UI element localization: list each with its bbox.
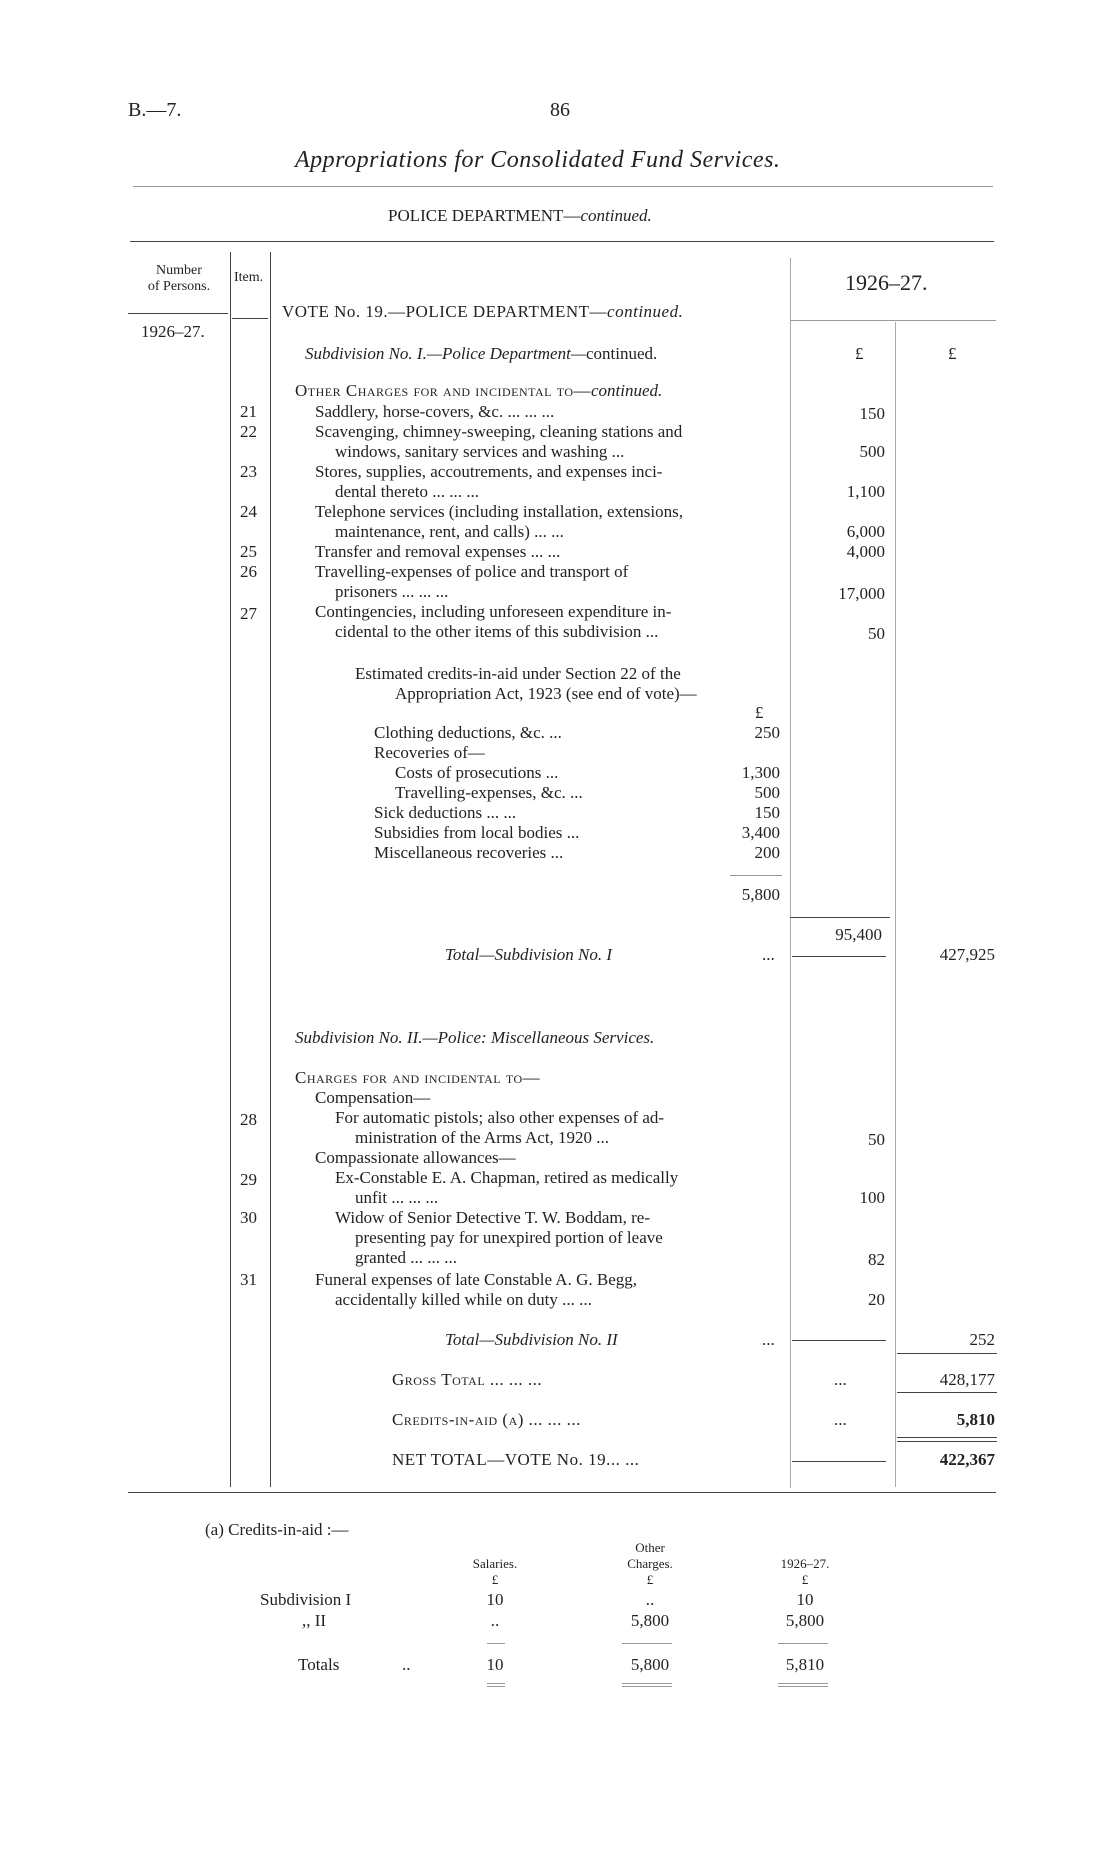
footnote-row-total: 10 (796, 1590, 814, 1609)
footnote-totals-other: 5,800 (630, 1655, 670, 1674)
charges-heading: Charges for and incidental to— (295, 1068, 541, 1087)
credits-total: 5,800 (741, 885, 780, 904)
item-amount: 50 (868, 624, 885, 643)
persons-year: 1926–27. (141, 322, 205, 341)
item-description-cont: presenting pay for unexpired portion of leave (355, 1228, 663, 1247)
credits-in-aid-amount-dots: ... (834, 1410, 847, 1429)
item-amount: 20 (868, 1290, 885, 1309)
credit-label: Clothing deductions, &c. ... (374, 723, 562, 742)
document-reference: B.—7. (128, 99, 182, 121)
table-top-rule (130, 241, 994, 242)
item-amount: 150 (859, 404, 885, 423)
item-description-cont: dental thereto ... ... ... (335, 482, 479, 501)
other-charges-text: Other Charges for and incidental to— (295, 381, 592, 400)
footnote-sum-rule (487, 1643, 505, 1644)
other-charges-heading (295, 381, 662, 401)
subdivision-1-title: Subdivision No. I.—Police Department— (305, 344, 586, 363)
vote-title (282, 302, 683, 322)
subdivision-1-continued: continued. (585, 344, 658, 363)
item-column-rule (270, 252, 271, 1487)
footnote-sum-rule (778, 1643, 828, 1644)
item-number: 27 (240, 604, 257, 623)
footnote-pound-salaries: £ (491, 1572, 499, 1587)
other-charges-continued: continued. (591, 381, 663, 400)
pound-sign-amount-column: £ (855, 344, 864, 363)
total-column-rule (895, 322, 896, 1487)
gross-total-value: 428,177 (939, 1370, 995, 1389)
credit-amount: 200 (754, 843, 780, 862)
subdivision-2-heading: Subdivision No. II.—Police: Miscellaneous Services. (295, 1028, 655, 1047)
credit-amount: 250 (754, 723, 780, 742)
footnote-pound-other: £ (646, 1572, 654, 1587)
item-description: Widow of Senior Detective T. W. Boddam, re- (335, 1208, 651, 1227)
compensation-heading: Compensation— (315, 1088, 431, 1107)
credit-label: Miscellaneous recoveries ... (374, 843, 564, 862)
footnote-pound-year: £ (801, 1572, 809, 1587)
gross-total-underline (897, 1392, 997, 1393)
credits-in-aid-value: 5,810 (956, 1410, 995, 1429)
subdivision-1-total-dots: ... (762, 945, 775, 964)
footnote-row-label: Subdivision I (260, 1590, 352, 1609)
footnote-totals-salaries: 10 (486, 1655, 504, 1674)
footnote-double-rule (487, 1686, 505, 1687)
credits-in-aid-label: Credits-in-aid (a) ... ... ... (392, 1410, 581, 1429)
net-total-label: NET TOTAL—VOTE No. 19... ... (392, 1450, 640, 1469)
pound-sign-total-column: £ (948, 344, 957, 363)
footnote-double-rule (778, 1683, 828, 1684)
net-total-amount-rule (792, 1461, 886, 1462)
credits-pound-sign: £ (755, 703, 764, 722)
footnote-totals-dots: .. (402, 1655, 411, 1674)
footnote-double-rule (778, 1686, 828, 1687)
item-amount: 50 (868, 1130, 885, 1149)
credit-amount: 3,400 (741, 823, 780, 842)
gross-total-label: Gross Total ... ... ... (392, 1370, 543, 1389)
credit-label: Travelling-expenses, &c. ... (395, 783, 583, 802)
item-description: Transfer and removal expenses ... ... (315, 542, 561, 561)
item-number: 30 (240, 1208, 257, 1227)
persons-header-line2: of Persons. (147, 279, 211, 294)
item-description-cont: windows, sanitary services and washing ... (335, 442, 625, 461)
footnote-row-label: ,, II (302, 1611, 327, 1630)
footnote-title: (a) Credits-in-aid :— (205, 1520, 349, 1539)
footnote-row-salaries: 10 (486, 1590, 504, 1609)
subdivision-1-total-label: Total—Subdivision No. I (445, 945, 613, 964)
item-header: Item. (234, 270, 264, 285)
net-total-value: 422,367 (939, 1450, 995, 1469)
credit-label: Costs of prosecutions ... (395, 763, 559, 782)
item-amount: 82 (868, 1250, 885, 1269)
title-rule (133, 186, 993, 187)
item-description: Travelling-expenses of police and transport of (315, 562, 629, 581)
page-number: 86 (550, 99, 570, 121)
item-description-cont: granted ... ... ... (355, 1248, 457, 1267)
item-amount: 500 (859, 442, 885, 461)
department-heading (388, 206, 652, 226)
item-number: 28 (240, 1110, 257, 1129)
gross-total-amount-dots: ... (834, 1370, 847, 1389)
item-number: 23 (240, 462, 257, 481)
subdivision-2-rule (792, 1340, 886, 1341)
footnote-totals-total: 5,810 (785, 1655, 825, 1674)
footnote-col-year: 1926–27. (780, 1556, 830, 1571)
credit-amount: 500 (754, 783, 780, 802)
credits-underline (897, 1437, 997, 1438)
item-amount: 100 (859, 1188, 885, 1207)
vote-title-continued: continued. (607, 302, 684, 321)
item-description-cont: maintenance, rent, and calls) ... ... (335, 522, 564, 541)
credit-label: Recoveries of— (374, 743, 485, 762)
vote-title-text: VOTE No. 19.—POLICE DEPARTMENT— (282, 302, 608, 321)
item-description: Stores, supplies, accoutrements, and expenses inci- (315, 462, 663, 481)
item-header-rule (232, 318, 268, 319)
year-header-rule (790, 320, 996, 321)
subdivision-2-total-label: Total—Subdivision No. II (445, 1330, 618, 1349)
subdivision-1-total: 427,925 (939, 945, 995, 964)
credits-heading-line1: Estimated credits-in-aid under Section 22 of the (355, 664, 681, 683)
item-description: Contingencies, including unforeseen expenditure in- (315, 602, 672, 621)
number-of-persons-header (130, 263, 228, 295)
table-bottom-rule (128, 1492, 996, 1493)
footnote-sum-rule (622, 1643, 672, 1644)
footnote-col-other-line1: Other (635, 1540, 665, 1555)
item-description: Saddlery, horse-covers, &c. ... ... ... (315, 402, 555, 421)
credit-amount: 150 (754, 803, 780, 822)
footnote-double-rule (622, 1686, 672, 1687)
persons-header-rule (128, 313, 228, 314)
footnote-row-salaries: .. (490, 1611, 500, 1630)
footnote-col-other-line2: Charges. (627, 1556, 673, 1571)
footnote-row-other: 5,800 (630, 1611, 670, 1630)
item-number: 21 (240, 402, 257, 421)
subdivision-1-rule (792, 956, 886, 957)
footnote-row-total: 5,800 (785, 1611, 825, 1630)
item-amount: 6,000 (846, 522, 885, 541)
gross-total-rule (897, 1353, 997, 1354)
subdivision-1-subtotal: 95,400 (835, 925, 882, 944)
credits-underline-double (897, 1441, 997, 1442)
item-description: For automatic pistols; also other expenses of ad- (335, 1108, 665, 1127)
item-description: Ex-Constable E. A. Chapman, retired as medically (335, 1168, 679, 1187)
item-amount: 1,100 (846, 482, 885, 501)
item-amount: 4,000 (846, 542, 885, 561)
credit-label: Subsidies from local bodies ... (374, 823, 580, 842)
item-description-cont: cidental to the other items of this subdivision ... (335, 622, 659, 641)
credits-sum-rule (730, 875, 782, 876)
footnote-row-other: .. (645, 1590, 655, 1609)
item-amount: 17,000 (838, 584, 885, 603)
item-number: 31 (240, 1270, 257, 1289)
item-description-cont: ministration of the Arms Act, 1920 ... (355, 1128, 610, 1147)
item-number: 24 (240, 502, 257, 521)
subtotal-rule (790, 917, 890, 918)
item-description-cont: unfit ... ... ... (355, 1188, 439, 1207)
item-number: 25 (240, 542, 257, 561)
credit-label: Sick deductions ... ... (374, 803, 517, 822)
item-number: 26 (240, 562, 257, 581)
footnote-double-rule (622, 1683, 672, 1684)
item-number: 22 (240, 422, 257, 441)
footnote-double-rule (487, 1683, 505, 1684)
footnote-col-salaries: Salaries. (472, 1556, 518, 1571)
department-continued: continued. (580, 206, 652, 225)
credits-heading-line2: Appropriation Act, 1923 (see end of vote)— (395, 684, 697, 703)
department-name: POLICE DEPARTMENT— (388, 206, 581, 225)
credit-amount: 1,300 (741, 763, 780, 782)
subdivision-2-total-dots: ... (762, 1330, 775, 1349)
item-description-cont: prisoners ... ... ... (335, 582, 449, 601)
item-description: Scavenging, chimney-sweeping, cleaning stations and (315, 422, 683, 441)
page-title: Appropriations for Consolidated Fund Services. (295, 147, 781, 173)
subdivision-1-heading (305, 344, 657, 364)
item-description: Telephone services (including installation, extensions, (315, 502, 683, 521)
footnote-totals-label: Totals (298, 1655, 340, 1674)
persons-column-rule (230, 252, 231, 1487)
year-header: 1926–27. (845, 270, 928, 295)
item-description-cont: accidentally killed while on duty ... ... (335, 1290, 592, 1309)
subdivision-2-total: 252 (969, 1330, 995, 1349)
persons-header-line1: Number (156, 263, 202, 278)
item-number: 29 (240, 1170, 257, 1189)
item-description: Funeral expenses of late Constable A. G. Begg, (315, 1270, 637, 1289)
compassionate-heading: Compassionate allowances— (315, 1148, 516, 1167)
